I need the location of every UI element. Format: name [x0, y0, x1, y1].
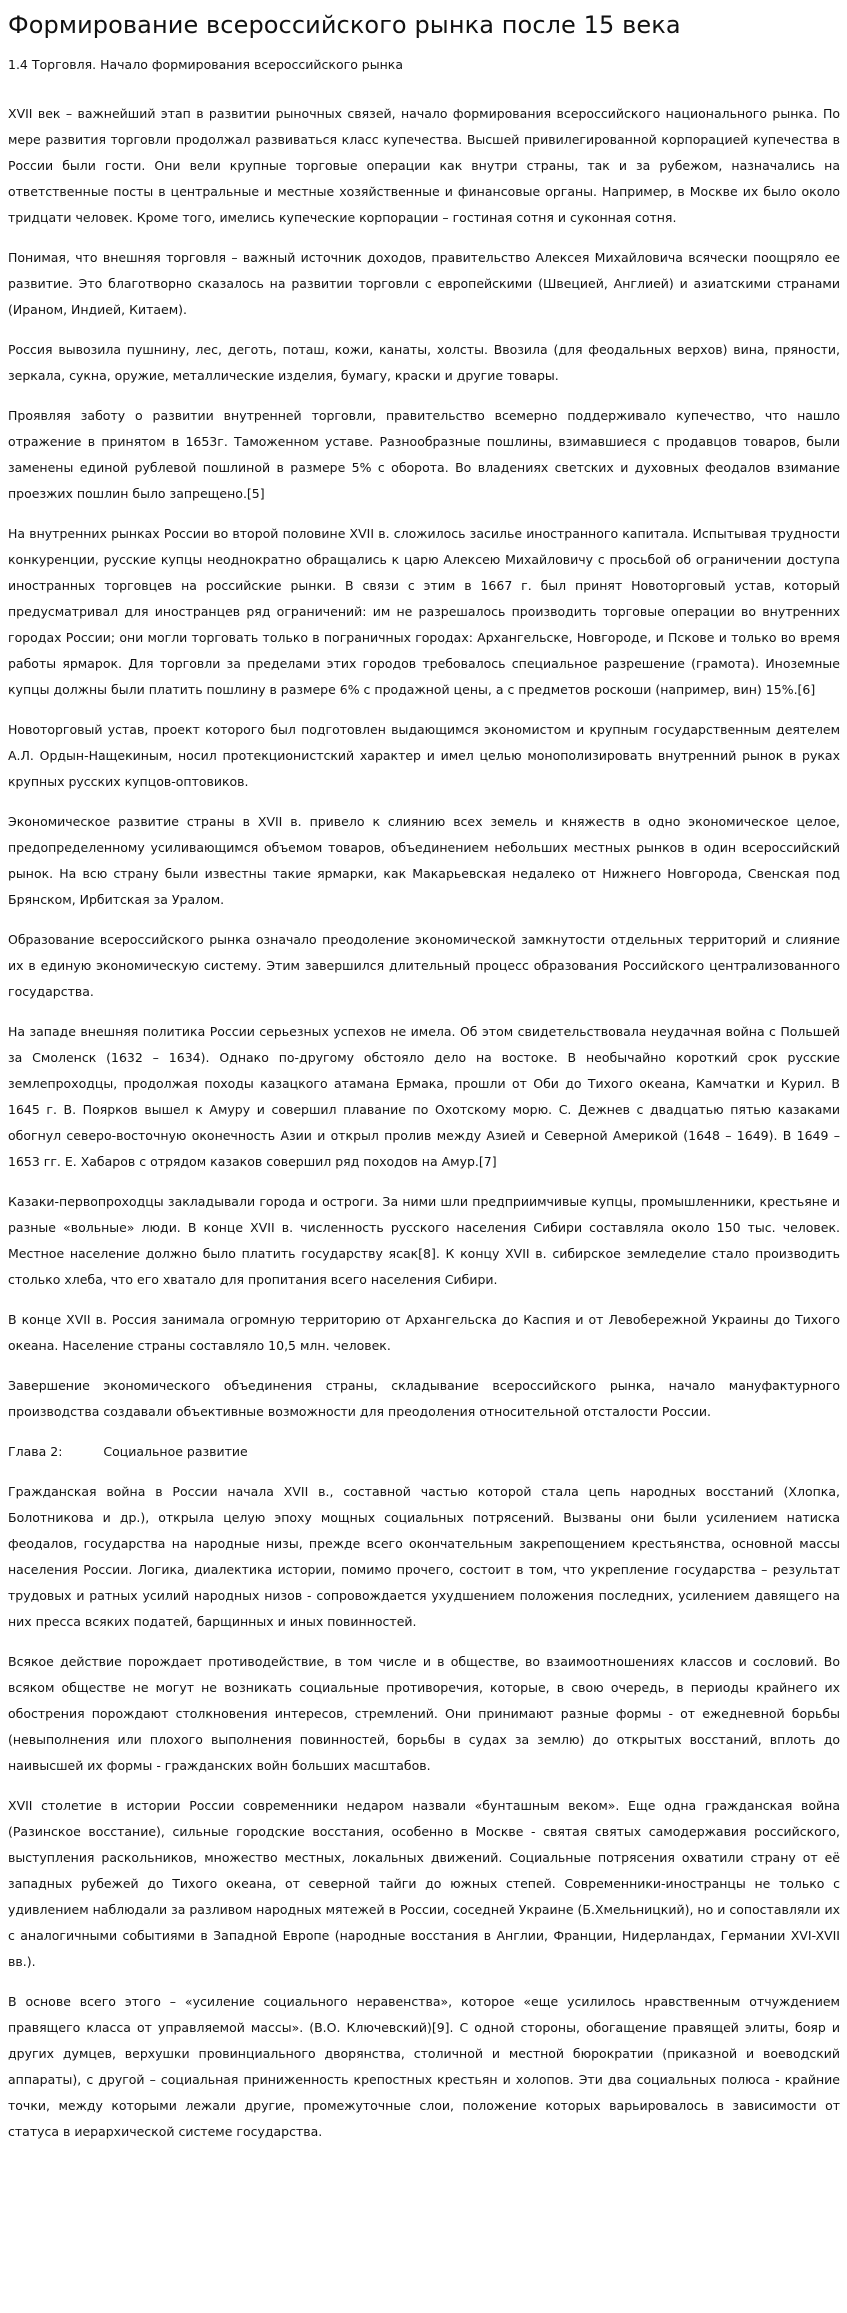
paragraph: XVII век – важнейший этап в развитии рыночных связей, начало формирования всероссийского национального рынка. По мере развития торговли продолжал развиваться класс купечества. Высшей привилегированной корпорацией купечества в России были гости. Они вели крупные торговые операции как внутри страны, так и за рубежом, назначались на ответственные посты в центральные и местные хозяйственные и финансовые органы. Например, в Москве их было около тридцати человек. Кроме того, имелись купеческие корпорации – гостиная сотня и суконная сотня.	[8, 106, 840, 225]
paragraph: Всякое действие порождает противодействие, в том числе и в обществе, во взаимоотношениях классов и сословий. Во всяком обществе не могут не возникать социальные противоречия, которые, в свою очередь, в периоды крайнего их обострения порождают столкновения интересов, стремлений. Они принимают разные формы - от ежедневной борьбы (невыполнения или плохого выполнения повинностей, борьбы в судах за землю) до открытых восстаний, вплоть до наивысшей их формы - гражданских войн больших масштабов.	[8, 1654, 840, 1773]
paragraph: Завершение экономического объединения страны, складывание всероссийского рынка, начало мануфактурного производства создавали объективные возможности для преодоления относительной отсталости России.	[8, 1378, 840, 1419]
paragraph: Казаки-первопроходцы закладывали города и остроги. За ними шли предприимчивые купцы, промышленники, крестьяне и разные «вольные» люди. В конце XVII в. численность русского населения Сибири составляла около 150 тыс. человек. Местное население должно было платить государству ясак[8]. К концу XVII в. сибирское земледелие стало производить столько хлеба, что его хватало для пропитания всего населения Сибири.	[8, 1194, 840, 1287]
paragraph: На внутренних рынках России во второй половине XVII в. сложилось засилье иностранного капитала. Испытывая трудности конкуренции, русские купцы неоднократно обращались к царю Алексею Михайловичу с просьбой об ограничении доступа иностранных торговцев на российские рынки. В связи с этим в 1667 г. был принят Новоторговый устав, который предусматривал для иностранцев ряд ограничений: им не разрешалось производить торговые операции во внутренних городах России; они могли торговать только в пограничных городах: Архангельске, Новгороде, и Пскове и только во время работы ярмарок. Для торговли за пределами этих городов требовалось специальное разрешение (грамота). Иноземные купцы должны были платить пошлину в размере 6% с продажной цены, а с предметов роскоши (например, вин) 15%.[6]	[8, 526, 840, 697]
paragraph: Гражданская война в России начала XVII в., составной частью которой стала цепь народных восстаний (Хлопка, Болотникова и др.), открыла целую эпоху мощных социальных потрясений. Вызваны они были усилением натиска феодалов, государства на народные низы, прежде всего окончательным закрепощением крестьянства, основной массы населения России. Логика, диалектика истории, помимо прочего, состоит в том, что укрепление государства – результат трудовых и ратных усилий народных низов - сопровождается ухудшением положения последних, усилением давящего на них пресса всяких податей, барщинных и иных повинностей.	[8, 1484, 840, 1629]
paragraph: XVII столетие в истории России современники недаром назвали «бунташным веком». Еще одна гражданская война (Разинское восстание), сильные городские восстания, особенно в Москве - святая святых самодержавия российского, выступления раскольников, множество местных, локальных движений. Социальные потрясения охватили страну от её западных рубежей до Тихого океана, от северной тайги до южных степей. Современники-иностранцы не только с удивлением наблюдали за разливом народных мятежей в России, соседней Украине (Б.Хмельницкий), но и сопоставляли их с аналогичными событиями в Западной Европе (народные восстания в Англии, Франции, Нидерландах, Германии XVI-XVII вв.).	[8, 1798, 840, 1969]
paragraph: Проявляя заботу о развитии внутренней торговли, правительство всемерно поддерживало купечество, что нашло отражение в принятом в 1653г. Таможенном уставе. Разнообразные пошлины, взимавшиеся с продавцов товаров, были заменены единой рублевой пошлиной в размере 5% с оборота. Во владениях светских и духовных феодалов взимание проезжих пошлин было запрещено.[5]	[8, 408, 840, 501]
paragraph: В конце XVII в. Россия занимала огромную территорию от Архангельска до Каспия и от Левобережной Украины до Тихого океана. Население страны составляло 10,5 млн. человек.	[8, 1312, 840, 1353]
paragraph: На западе внешняя политика России серьезных успехов не имела. Об этом свидетельствовала неудачная война с Польшей за Смоленск (1632 – 1634). Однако по-другому обстояло дело на востоке. В необычайно короткий срок русские землепроходцы, продолжая походы казацкого атамана Ермака, прошли от Оби до Тихого океана, Камчатки и Курил. В 1645 г. В. Поярков вышел к Амуру и совершил плавание по Охотскому морю. С. Дежнев с двадцатью пятью казаками обогнул северо-восточную оконечность Азии и открыл пролив между Азией и Северной Америкой (1648 – 1649). В 1649 – 1653 гг. Е. Хабаров с отрядом казаков совершил ряд походов на Амур.[7]	[8, 1024, 840, 1169]
page-title: Формирование всероссийского рынка после 15 века	[8, 11, 681, 39]
chapter-heading: Глава 2: Социальное развитие	[8, 1444, 248, 1459]
paragraph: Экономическое развитие страны в XVII в. привело к слиянию всех земель и княжеств в одно экономическое целое, предопределенному усиливающимся объемом товаров, объединением небольших местных рынков в один всероссийский рынок. На всю страну были известны такие ярмарки, как Макарьевская недалеко от Нижнего Новгорода, Свенская под Брянском, Ирбитская за Уралом.	[8, 814, 840, 907]
section-subtitle: 1.4 Торговля. Начало формирования всероссийского рынка	[8, 57, 403, 72]
paragraph: В основе всего этого – «усиление социального неравенства», которое «еще усилилось нравственным отчуждением правящего класса от управляемой массы». (В.О. Ключевский)[9]. С одной стороны, обогащение правящей элиты, бояр и других думцев, верхушки провинциального дворянства, столичной и местной бюрократии (приказной и воеводский аппараты), с другой – социальная приниженность крепостных крестьян и холопов. Эти два социальных полюса - крайние точки, между которыми лежали другие, промежуточные слои, положение которых варьировалось в зависимости от статуса в иерархической системе государства.	[8, 1994, 840, 2139]
paragraph: Россия вывозила пушнину, лес, деготь, поташ, кожи, канаты, холсты. Ввозила (для феодальных верхов) вина, пряности, зеркала, сукна, оружие, металлические изделия, бумагу, краски и другие товары.	[8, 342, 840, 383]
paragraph: Образование всероссийского рынка означало преодоление экономической замкнутости отдельных территорий и слияние их в единую экономическую систему. Этим завершился длительный процесс образования Российского централизованного государства.	[8, 932, 840, 999]
paragraph: Понимая, что внешняя торговля – важный источник доходов, правительство Алексея Михайловича всячески поощряло ее развитие. Это благотворно сказалось на развитии торговли с европейскими (Швецией, Англией) и азиатскими странами (Ираном, Индией, Китаем).	[8, 250, 840, 317]
document-page	[8, 0, 840, 2145]
paragraph: Новоторговый устав, проект которого был подготовлен выдающимся экономистом и крупным государственным деятелем А.Л. Ордын-Нащекиным, носил протекционистский характер и имел целью монополизировать внутренний рынок в руках крупных русских купцов-оптовиков.	[8, 722, 840, 789]
